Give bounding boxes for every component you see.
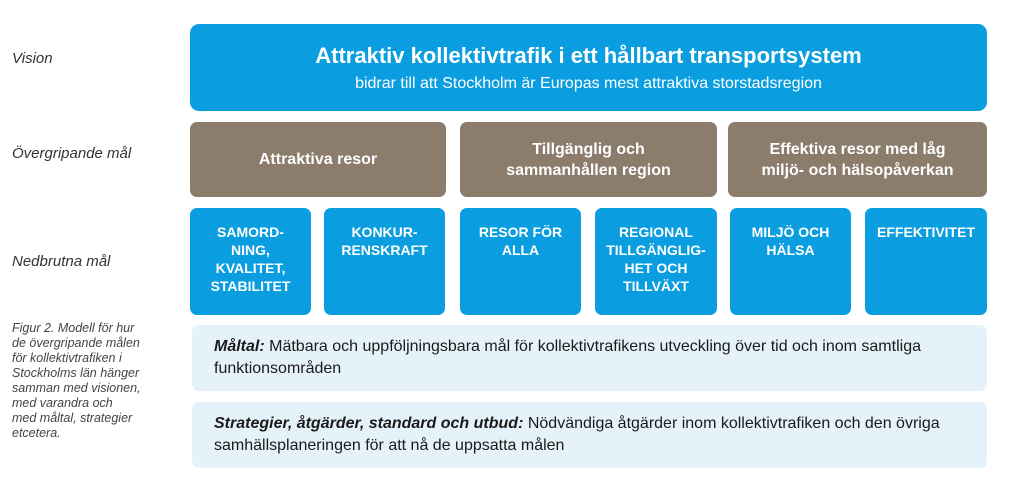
strategies-band	[192, 402, 987, 468]
figure-caption: Figur 2. Modell för hur de övergripande målen för kollektivtrafiken i Stockholms län hänger samman med visionen, med varandra och med måltal, strategier etcetera.	[12, 321, 141, 440]
overall-goal-efficient-travel: Effektiva resor med låg miljö- och hälsopåverkan	[728, 122, 987, 197]
sub-goal-coordination-quality: SAMORD- NING, KVALITET, STABILITET	[190, 208, 311, 315]
targets-band	[192, 325, 987, 391]
strategies-heading: Strategier, åtgärder, standard och utbud:	[214, 415, 524, 432]
row-label-overall-goals: Övergripande mål	[12, 145, 132, 162]
row-label-sub-goals: Nedbrutna mål	[12, 253, 111, 270]
sub-goal-regional-accessibility: REGIONAL TILLGÄNGLIG- HET OCH TILLVÄXT	[595, 208, 717, 315]
sub-goal-travel-for-all: RESOR FÖR ALLA	[460, 208, 581, 315]
vision-title: Attraktiv kollektivtrafik i ett hållbart transportsystem	[315, 42, 862, 68]
vision-subtitle: bidrar till att Stockholm är Europas mest attraktiva storstadsregion	[355, 74, 822, 92]
targets-heading: Måltal:	[214, 338, 265, 355]
sub-goal-environment-health: MILJÖ OCH HÄLSA	[730, 208, 851, 315]
vision-box	[190, 24, 987, 111]
row-label-vision: Vision	[12, 50, 53, 67]
strategies-text: Nödvändiga åtgärder inom kollektivtrafiken och den övriga samhällsplaneringen för att nå de uppsatta målen	[214, 415, 940, 454]
sub-goal-competitiveness: KONKUR- RENSKRAFT	[324, 208, 445, 315]
overall-goal-accessible-region: Tillgänglig och sammanhållen region	[460, 122, 717, 197]
sub-goal-efficiency: EFFEKTIVITET	[865, 208, 987, 315]
overall-goal-attractive-travel: Attraktiva resor	[190, 122, 446, 197]
targets-text: Mätbara och uppföljningsbara mål för kollektivtrafikens utveckling över tid och inom samtliga funktionsområden	[214, 338, 921, 377]
